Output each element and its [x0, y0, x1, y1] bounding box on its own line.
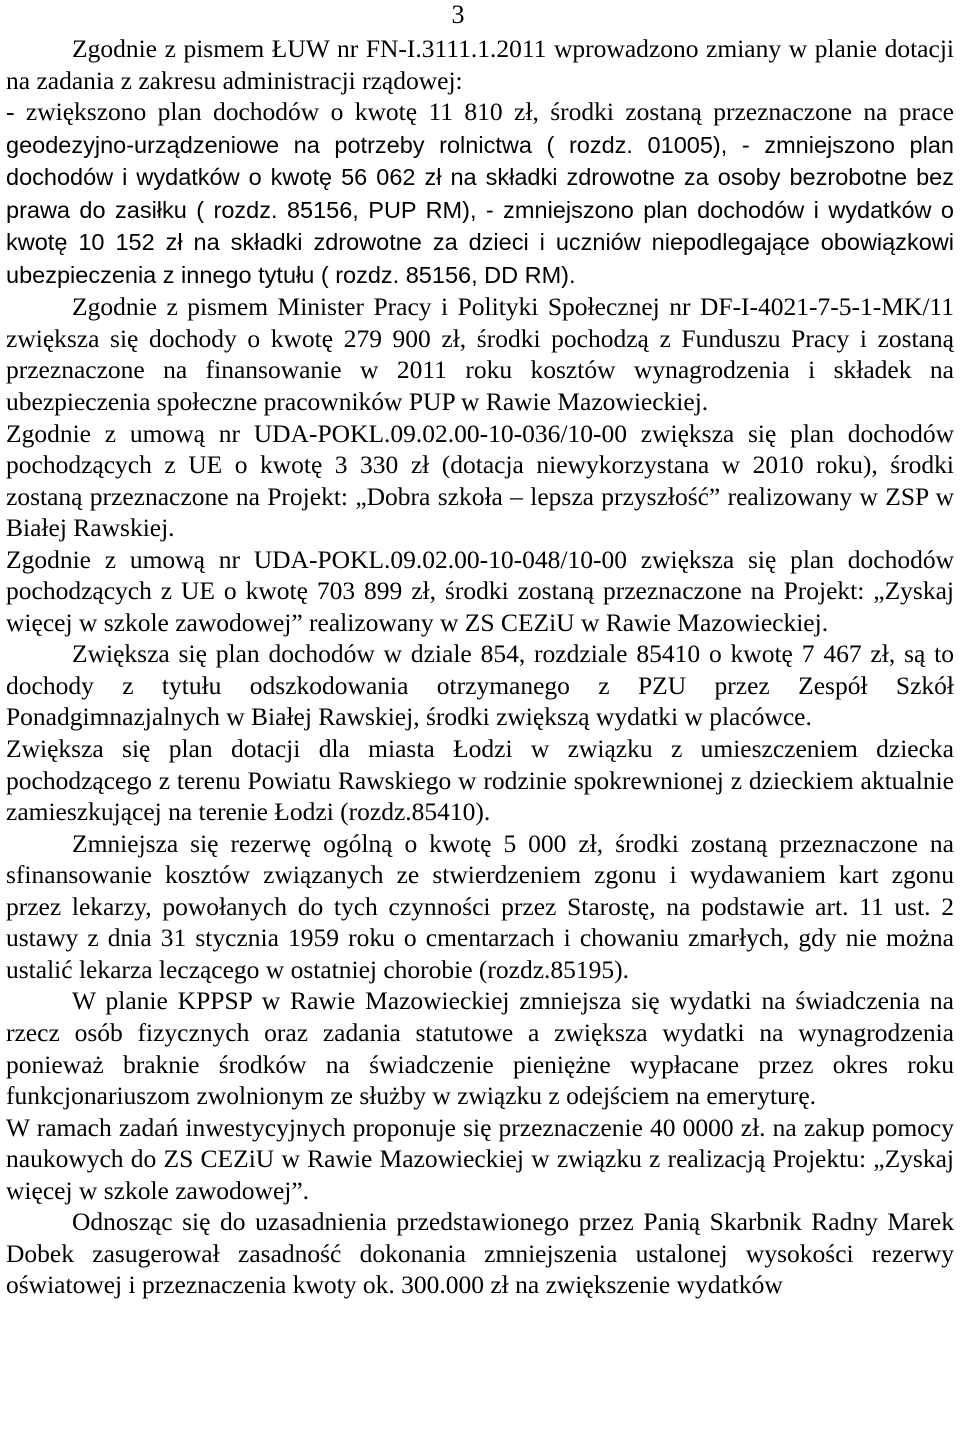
text-segment: W ramach zadań inwestycyjnych proponuje się przeznaczenie 40 0000 zł. na zakup pomocy naukowych do ZS CEZiU w Rawie Mazowieckiej w związku z realizacją Projektu: „Zyskaj więcej w szkole zawodowej”. [6, 1112, 954, 1205]
paragraph-kppsp [6, 985, 954, 1111]
page-number: 3 [451, 0, 465, 29]
paragraph-lodz [6, 733, 954, 828]
paragraph-uda-036 [6, 418, 954, 544]
paragraph-dzial-854 [6, 638, 954, 733]
paragraph-minister [6, 291, 954, 417]
text-segment: Zgodnie z umową nr UDA-POKL.09.02.00-10-036/10-00 zwiększa się plan dochodów pochodzących z UE o kwotę 3 330 zł (dotacja niewykorzystana w 2010 roku), środki zostaną przeznaczone na Projekt: „Dobra szkoła – lepsza przyszłość” realizowany w ZSP w Białej Rawskiej. [6, 418, 954, 543]
text-segment: Zwiększa się plan dotacji dla miasta Łodzi w związku z umieszczeniem dziecka pochodzącego z terenu Powiatu Rawskiego w rodzinie spokrewnionej z dzieckiem aktualnie zamieszkującej na terenie Łodzi (rozdz.85410). [6, 734, 954, 827]
text-segment: - zwiększono plan dochodów o kwotę 11 810 zł, środki zostaną przeznaczone na prace [6, 97, 954, 127]
text-segment: Zgodnie z pismem ŁUW nr FN-I.3111.1.2011 wprowadzono zmiany w planie dotacji na zadania z zakresu administracji rządowej: [6, 34, 954, 95]
paragraph-luw [6, 33, 954, 291]
text-segment: Zgodnie z umową nr UDA-POKL.09.02.00-10-048/10-00 zwiększa się plan dochodów pochodzących z UE o kwotę 703 899 zł, środki zostaną przeznaczone na Projekt: „Zyskaj więcej w szkole zawodowej” realizowany w ZS CEZiU w Rawie Mazowieckiej. [6, 544, 954, 637]
paragraph-inwestycje [6, 1112, 954, 1207]
text-segment: Zwiększa się plan dochodów w dziale 854, rozdziale 85410 o kwotę 7 467 zł, są to dochody z tytułu odszkodowania otrzymanego z PZU przez Zespół Szkół Ponadgimnazjalnych w Białej Rawskiej, środki zwiększą wydatki w placówce. [6, 639, 954, 732]
text-segment: Odnosząc się do uzasadnienia przedstawionego przez Panią Skarbnik Radny Marek Dobek zasugerował zasadność dokonania zmniejszenia ustalonej wysokości rezerwy oświatowej i przeznaczenia kwoty ok. 300.000 zł na zwiększenie wydatków [6, 1207, 954, 1300]
paragraph-rezerwa [6, 828, 954, 986]
text-segment: Zgodnie z pismem Minister Pracy i Polityki Społecznej nr DF-I-4021-7-5-1-MK/11 zwiększa się dochody o kwotę 279 900 zł, środki pochodzą z Funduszu Pracy i zostaną przeznaczone na finansowanie w 2011 roku kosztów wynagrodzenia i składek na ubezpieczenia społeczne pracowników PUP w Rawie Mazowieckiej. [6, 292, 954, 417]
text-segment: W planie KPPSP w Rawie Mazowieckiej zmniejsza się wydatki na świadczenia na rzecz osób fizycznych oraz zadania statutowe a zwiększa wydatki na wynagrodzenia ponieważ braknie środków na świadczenie pieniężne wypłacane przez okres roku funkcjonariuszom zwolnionym ze służby w związku z odejściem na emeryturę. [6, 986, 954, 1111]
text-segment: geodezyjno-urządzeniowe na potrzeby rolnictwa ( rozdz. 01005), - zmniejszono plan dochodów i wydatków o kwotę 56 062 zł na składki zdrowotne za osoby bezrobotne bez prawa do zasiłku ( rozdz. 85156, PUP RM), - zmniejszono plan dochodów i wydatków o kwotę 10 152 zł na składki zdrowotne za dzieci i uczniów niepodlegające obowiązkowi ubezpieczenia z innego tytułu ( rozdz. 85156, DD RM). [6, 131, 954, 288]
paragraph-skarbnik [6, 1206, 954, 1301]
document-body [6, 33, 954, 1301]
paragraph-uda-048 [6, 544, 954, 639]
text-segment: Zmniejsza się rezerwę ogólną o kwotę 5 000 zł, środki zostaną przeznaczone na sfinansowanie kosztów związanych ze stwierdzeniem zgonu i wydawaniem kart zgonu przez lekarzy, powołanych do tych czynności przez Starostę, na podstawie art. 11 ust. 2 ustawy z dnia 31 stycznia 1959 roku o cmentarzach i chowaniu zmarłych, gdy nie można ustalić lekarza leczącego w ostatniej chorobie (rozdz.85195). [6, 828, 954, 984]
